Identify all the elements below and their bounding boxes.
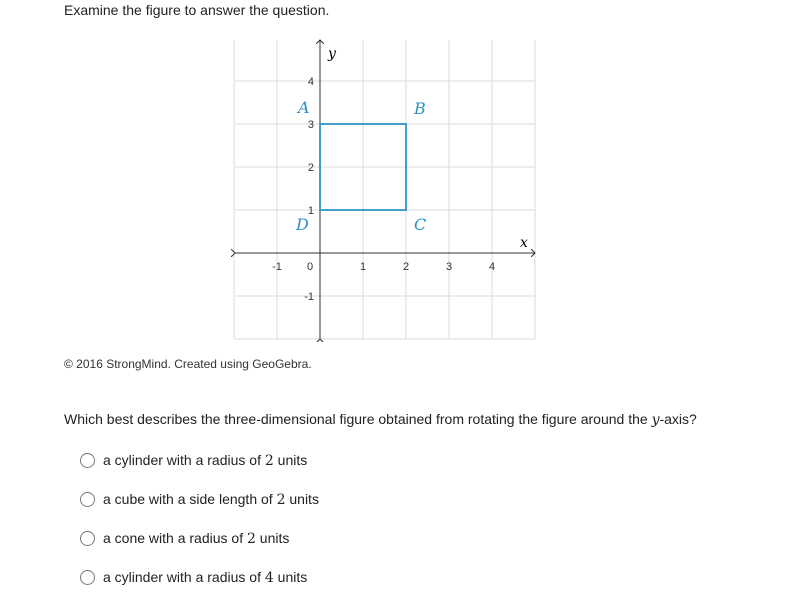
choice-2[interactable] (80, 489, 319, 509)
x-tick-label: -1 (272, 261, 282, 273)
vertex-label-b: B (414, 99, 426, 118)
radio-button[interactable] (80, 453, 95, 468)
vertex-label-d: D (296, 215, 309, 234)
vertex-label-c: C (414, 215, 427, 234)
question-before: Which best describes the three-dimensional figure obtained from rotating the figure around the (64, 411, 652, 427)
choice-4[interactable] (80, 567, 319, 587)
question-variable: y (651, 412, 660, 428)
radio-button[interactable] (80, 570, 95, 585)
y-tick-label: 3 (307, 119, 314, 131)
answer-choices (80, 450, 319, 606)
choice-1[interactable] (80, 450, 319, 470)
radio-button[interactable] (80, 492, 95, 507)
x-axis-label: x (520, 235, 528, 251)
x-tick-label: 2 (402, 261, 410, 273)
choice-label: a cube with a side length of 2 units (103, 490, 319, 508)
y-tick-label: 1 (307, 205, 314, 217)
prompt-text: Examine the figure to answer the question. (64, 2, 330, 18)
x-tick-label: 4 (488, 261, 496, 273)
y-axis-label: y (328, 46, 336, 62)
x-tick-label: 3 (445, 261, 453, 273)
choice-label: a cone with a radius of 2 units (103, 529, 290, 547)
choice-3[interactable] (80, 528, 319, 548)
y-tick-label: 2 (307, 162, 314, 174)
credit-text: © 2016 StrongMind. Created using GeoGebra. (64, 357, 312, 371)
coordinate-plane (230, 36, 540, 342)
choice-label: a cylinder with a radius of 2 units (103, 451, 308, 469)
choice-label: a cylinder with a radius of 4 units (103, 568, 308, 586)
y-tick-label: -1 (304, 291, 314, 303)
y-tick-label: 4 (307, 76, 314, 88)
x-tick-label: 0 (306, 261, 314, 273)
radio-button[interactable] (80, 531, 95, 546)
vertex-label-a: A (298, 98, 310, 117)
question-after: -axis? (659, 411, 697, 427)
x-tick-label: 1 (359, 261, 367, 273)
coordinate-figure (230, 36, 540, 342)
question-text (64, 411, 697, 428)
grid-lines (234, 40, 535, 339)
